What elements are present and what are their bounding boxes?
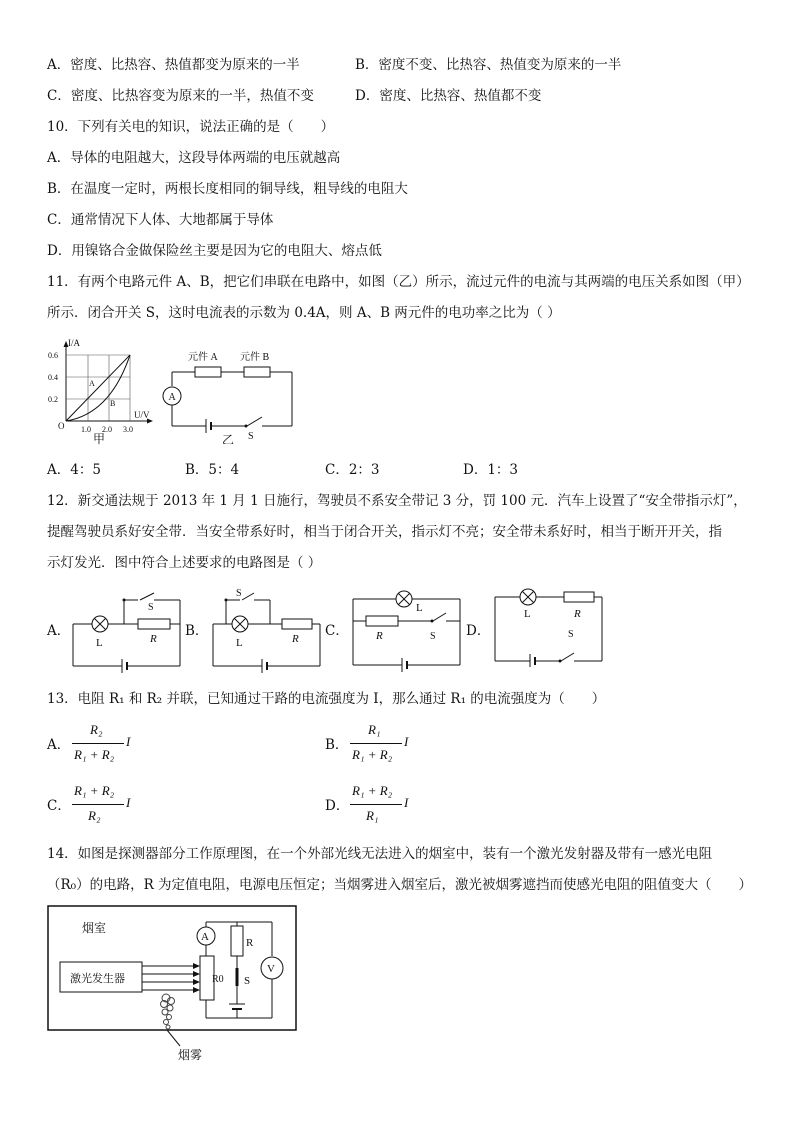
q11-graph-origin: O — [58, 421, 65, 431]
svg-text:L: L — [524, 608, 531, 620]
q11-curve-a — [66, 355, 130, 421]
fixed-resistor — [231, 926, 243, 956]
q11-graph-ylabel: I/A — [68, 338, 80, 348]
q10-option-b: B．在温度一定时，两根长度相同的铜导线，粗导线的电阻大 — [47, 181, 408, 197]
q12-option-a-label: A． — [47, 623, 71, 639]
q11-graph — [40, 338, 160, 446]
q11-option-b: B．5：4 — [185, 462, 240, 478]
svg-text:S: S — [244, 975, 251, 987]
q12-circuit-b — [208, 588, 326, 674]
q11-element-a-label: 元件 A — [188, 352, 218, 363]
q12-circuit-d — [490, 585, 608, 667]
q14-stem-line2: （R₀）的电路，R 为定值电阻，电源电压恒定；当烟雾进入烟室后，激光被烟雾遮挡而使感光电阻的阻值变大（ ） — [47, 877, 753, 893]
smoke-chamber-label: 烟室 — [82, 921, 107, 935]
svg-text:L: L — [236, 637, 243, 649]
q12-option-b-label: B． — [185, 623, 209, 639]
q14-figure — [46, 904, 306, 1064]
q11-stem-line1: 11．有两个电路元件 A、B，把它们串联在电路中，如图（乙）所示，流过元件的电流与其两端的电压关系如图（甲） — [47, 274, 750, 290]
svg-text:V: V — [267, 963, 275, 975]
q11-option-d: D．1：3 — [463, 462, 519, 478]
q11-graph-xtick: 2.0 — [102, 425, 112, 434]
q10-option-c: C．通常情况下人体、大地都属于导体 — [47, 212, 274, 228]
q13-option-c-formula: R₁ + R₂ R₂ I — [74, 783, 131, 823]
q12-stem-line3: 示灯发光．图中符合上述要求的电路图是（ ） — [47, 555, 322, 571]
q13-option-b-formula: R₁ R₁ + R₂ I — [352, 722, 409, 762]
q11-switch — [247, 417, 262, 426]
q11-graph-caption: 甲 — [93, 432, 106, 446]
q12-circuit-c — [348, 585, 466, 675]
q13-option-c-label: C． — [47, 798, 71, 814]
q10-stem: 10．下列有关电的知识，说法正确的是（ ） — [47, 119, 335, 135]
svg-text:S: S — [236, 588, 242, 599]
q9-option-c: C．密度、比热容变为原来的一半，热值不变 — [47, 88, 314, 104]
q11-graph-xlabel: U/V — [134, 410, 150, 420]
svg-text:R: R — [246, 937, 254, 949]
svg-text:S: S — [148, 602, 154, 613]
svg-text:S: S — [430, 631, 436, 642]
q9-option-b: B．密度不变、比热容、热值变为原来的一半 — [355, 57, 622, 73]
q11-curve-a-label: A — [89, 379, 95, 388]
q11-element-b-label: 元件 B — [240, 352, 270, 363]
svg-text:R: R — [376, 630, 383, 642]
q11-element-b — [244, 367, 270, 377]
q11-graph-xtick: 1.0 — [81, 425, 91, 434]
q13-option-d-formula: R₁ + R₂ R₁ I — [352, 783, 409, 823]
q12-stem-line2: 提醒驾驶员系好安全带．当安全带系好时，相当于闭合开关，指示灯不亮；安全带未系好时，相当于断开开关，指 — [47, 524, 722, 540]
svg-text:R: R — [574, 608, 581, 620]
q13-option-b-label: B． — [325, 737, 349, 753]
svg-text:L: L — [416, 602, 423, 614]
q11-graph-xtick: 3.0 — [123, 425, 133, 434]
svg-text:A: A — [201, 931, 209, 943]
smoke-label: 烟雾 — [178, 1048, 203, 1062]
q11-graph-ytick: 0.2 — [48, 395, 58, 404]
q13-option-a-label: A． — [47, 737, 71, 753]
q12-option-c-label: C． — [325, 623, 349, 639]
q9-option-a: A．密度、比热容、热值都变为原来的一半 — [47, 57, 300, 73]
q11-element-a — [195, 367, 221, 377]
q13-option-a-formula: R₂ R₁ + R₂ I — [74, 722, 131, 762]
q11-graph-ytick: 0.4 — [48, 373, 58, 382]
q14-stem-line1: 14．如图是探测器部分工作原理图，在一个外部光线无法进入的烟室中，装有一个激光发射器及带有一感光电阻 — [47, 846, 713, 862]
q13-option-d-label: D． — [325, 798, 350, 814]
q12-circuit-a — [68, 588, 186, 674]
q11-option-a: A．4：5 — [47, 462, 101, 478]
svg-text:S: S — [568, 629, 574, 640]
q10-option-d: D．用镍铬合金做保险丝主要是因为它的电阻大、熔点低 — [47, 243, 382, 259]
q11-curve-b-label: B — [110, 399, 116, 408]
q11-circuit — [160, 348, 300, 444]
q10-option-a: A．导体的电阻越大，这段导体两端的电压就越高 — [47, 150, 341, 166]
q11-stem-line2: 所示．闭合开关 S，这时电流表的示数为 0.4A，则 A、B 两元件的电功率之比为（ ） — [47, 305, 561, 321]
q11-option-c: C．2：3 — [325, 462, 380, 478]
svg-text:L: L — [96, 637, 103, 649]
q12-option-d-label: D． — [466, 623, 491, 639]
svg-text:R: R — [150, 633, 157, 645]
q11-graph-ytick: 0.6 — [48, 351, 58, 360]
svg-text:R: R — [292, 633, 299, 645]
q9-option-d: D．密度、比热容、热值都不变 — [355, 88, 542, 104]
q12-stem-line1: 12．新交通法规于 2013 年 1 月 1 日施行，驾驶员不系安全带记 3 分，罚 100 元．汽车上设置了“安全带指示灯”， — [47, 493, 747, 509]
q11-circuit-caption: 乙 — [222, 433, 235, 444]
laser-emitter-label: 激光发生器 — [70, 973, 125, 985]
svg-text:A: A — [168, 392, 176, 403]
q13-stem: 13．电阻 R₁ 和 R₂ 并联，已知通过干路的电流强度为 I，那么通过 R₁ 的电流强度为（ ） — [47, 691, 606, 707]
svg-text:R0: R0 — [212, 974, 224, 985]
q11-switch-label: S — [248, 431, 254, 442]
